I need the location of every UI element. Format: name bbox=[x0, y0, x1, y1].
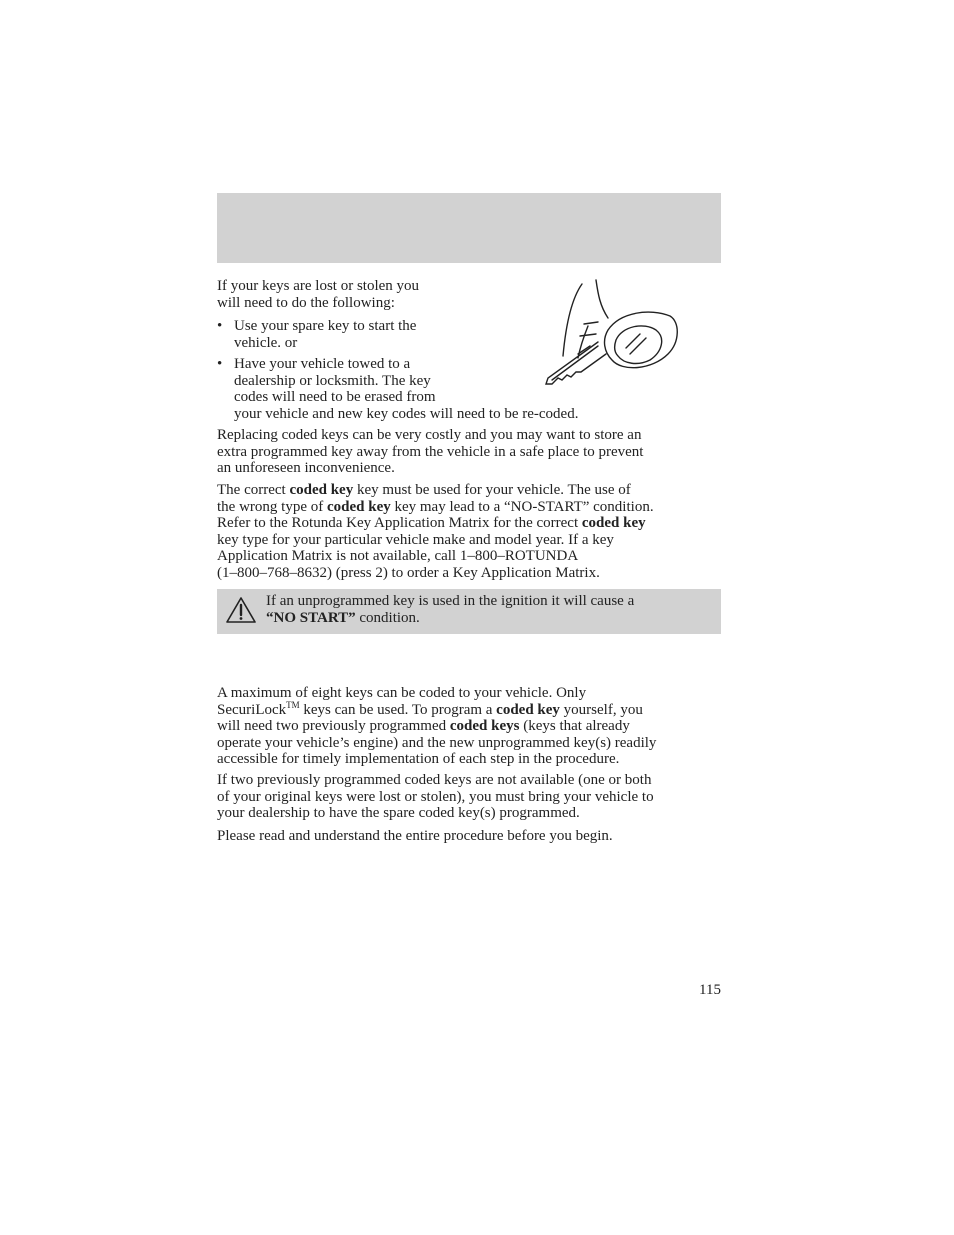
warning-box bbox=[217, 589, 721, 634]
list-item: Use your spare key to start the vehicle. or bbox=[234, 318, 417, 351]
paragraph-two-keys: If two previously programmed coded keys are not available (one or both of your original keys were lost or stolen), you must bring your vehicle to your dealership to have the spare coded key(s) programmed. bbox=[217, 772, 654, 821]
paragraph-read-procedure: Please read and understand the entire procedure before you begin. bbox=[217, 828, 613, 844]
section-header-band bbox=[217, 193, 721, 263]
paragraph-correct-key: The correct coded key key must be used for your vehicle. The use of the wrong type of coded key key may lead to a “NO-START” condition. Refer to the Rotunda Key Application Matrix for the correct coded key key type for your particular vehicle make and model year. If a key Application Matrix is not available, call 1–800–ROTUNDA (1–800–768–8632) (press 2) to order a Key Application Matrix. bbox=[217, 482, 654, 581]
page-number: 115 bbox=[699, 982, 721, 998]
paragraph-replacing-keys: Replacing coded keys can be very costly and you may want to store an extra programmed key away from the vehicle in a safe place to prevent an unforeseen inconvenience. bbox=[217, 427, 644, 476]
list-item: Have your vehicle towed to a dealership or locksmith. The key codes will need to be erased from your vehicle and new key codes will need to be re-coded. bbox=[234, 356, 579, 422]
bullet-marker: • bbox=[217, 356, 223, 372]
warning-text: If an unprogrammed key is used in the ignition it will cause a “NO START” condition. bbox=[266, 593, 635, 626]
paragraph-maximum-keys: A maximum of eight keys can be coded to your vehicle. Only SecuriLock™ keys can be used. To program a coded key yourself, you will need two previously programmed coded keys (keys that already operate your vehicle’s engine) and the new unprogrammed key(s) readily accessible for timely implementation of each step in the procedure. bbox=[217, 685, 657, 767]
warning-triangle-icon bbox=[225, 596, 257, 624]
intro-text: If your keys are lost or stolen you will need to do the following: bbox=[217, 278, 420, 311]
bullet-marker: • bbox=[217, 318, 223, 334]
